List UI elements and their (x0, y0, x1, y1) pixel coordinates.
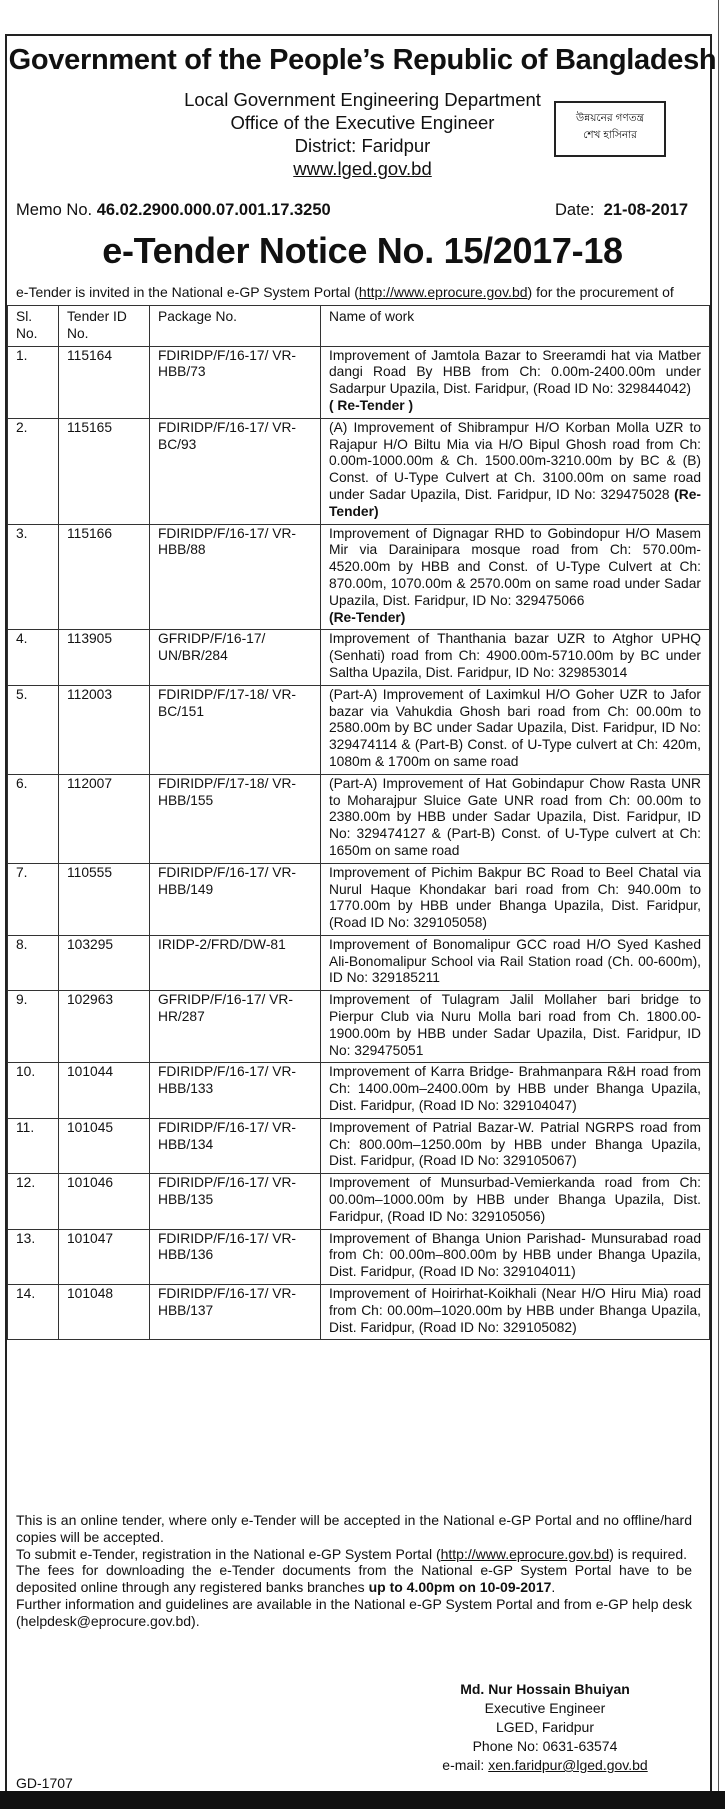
bottom-bar (0, 1791, 725, 1809)
header-work: Name of work (321, 306, 710, 347)
cell-tender-id: 101044 (59, 1063, 150, 1118)
cell-tender-id: 112007 (59, 774, 150, 863)
website-link[interactable]: www.lged.gov.bd (293, 158, 432, 179)
notice-date (555, 201, 688, 220)
table-row (8, 1063, 710, 1118)
memo-value: 46.02.2900.000.07.001.17.3250 (96, 201, 331, 219)
slogan-box (554, 101, 666, 157)
gd-code: GD-1707 (16, 1775, 73, 1791)
cell-tender-id: 115164 (59, 346, 150, 418)
table-row (8, 863, 710, 935)
office-name: Office of the Executive Engineer (230, 112, 495, 133)
cell-tender-id: 115166 (59, 524, 150, 630)
cell-package: FDIRIDP/F/16-17/ VR-HBB/149 (150, 863, 321, 935)
intro-before: e-Tender is invited in the National e-GP System Portal ( (16, 284, 359, 300)
footer-note-fees (16, 1562, 692, 1596)
table-row (8, 1285, 710, 1340)
cell-package: GFRIDP/F/16-17/ VR-HR/287 (150, 991, 321, 1063)
cell-tender-id: 101046 (59, 1174, 150, 1229)
header-package: Package No. (150, 306, 321, 347)
cell-package: FDIRIDP/F/16-17/ VR-HBB/137 (150, 1285, 321, 1340)
table-row (8, 1229, 710, 1284)
table-row (8, 1118, 710, 1173)
footer-p3-after: . (551, 1579, 556, 1596)
email-label: e-mail: (442, 1757, 489, 1773)
table-row (8, 685, 710, 774)
cell-package: FDIRIDP/F/16-17/ VR-BC/93 (150, 418, 321, 524)
slogan-line-1: উন্নয়নের গণতন্ত্র (576, 112, 644, 124)
memo-number (16, 201, 331, 220)
signatory-name: Md. Nur Hossain Bhuiyan (460, 1681, 630, 1697)
work-description: (A) Improvement of Shibrampur H/O Korban Molla UZR to Rajapur H/O Biltu Mia via H/O Bipul Ghosh road from Ch: 0.00m-1000.00m & Ch. 1500.00m-3210.00m by BC & (B) Const. of U-Type Culvert at Ch. 3100.00m on same road under Sadar Upazila, Dist. Faridpur, ID No: 329475028 (329, 419, 701, 502)
footer-p2-before: To submit e-Tender, registration in the National e-GP System Portal ( (16, 1545, 441, 1562)
cell-tender-id: 113905 (59, 630, 150, 685)
table-row (8, 991, 710, 1063)
cell-package: FDIRIDP/F/17-18/ VR-HBB/155 (150, 774, 321, 863)
cell-work (321, 863, 710, 935)
footer-p3-before: The fees for downloading the e-Tender documents from the National e-GP System Portal have to be deposited online through any registered banks branches (16, 1562, 692, 1596)
notice-title: e-Tender Notice No. 15/2017-18 (102, 230, 623, 271)
footer-note-registration (16, 1546, 692, 1563)
work-description: Improvement of Karra Bridge- Brahmanpara R&H road from Ch: 1400.00m–2400.00m by HBB under Bhanga Upazila, Dist. Faridpur, (Road ID No: 329104047) (329, 1064, 701, 1114)
tender-rows (8, 346, 710, 1340)
cell-sl: 1. (8, 346, 59, 418)
table-row (8, 630, 710, 685)
cell-sl: 14. (8, 1285, 59, 1340)
table-row (8, 418, 710, 524)
district-name: District: Faridpur (294, 135, 431, 156)
cell-work (321, 1174, 710, 1229)
cell-work (321, 935, 710, 990)
work-description: Improvement of Dignagar RHD to Gobindopur H/O Masem Mir via Darainipara mosque road from Ch: 570.00m-4520.00m by HBB and Const. of U-Type Culvert at Ch: 870.00m, 1070.00m & 2570.00m on same road under Sadar Upazila, Dist. Faridpur, ID No: 329475066 (329, 525, 701, 608)
table-row (8, 1174, 710, 1229)
cell-tender-id: 101047 (59, 1229, 150, 1284)
cell-tender-id: 110555 (59, 863, 150, 935)
work-description: Improvement of Tulagram Jalil Mollaher bari bridge to Pierpur Club via Nuru Molla bari road from Ch. 1800.00-1900.00m by HBB under Sadar Upazila, Dist. Faridpur, ID No: 329475051 (329, 992, 701, 1058)
work-description: Improvement of Pichim Bakpur BC Road to Beel Chatal via Nurul Haque Khondakar bari road from Ch: 940.00m to 1770.00m by HBB under Bhanga Upazila, Dist. Faridpur, (Road ID No: 329105058) (329, 864, 701, 931)
cell-work (321, 630, 710, 685)
cell-tender-id: 101045 (59, 1118, 150, 1173)
cell-package: FDIRIDP/F/17-18/ VR-BC/151 (150, 685, 321, 774)
table-header-row (8, 306, 710, 347)
retender-note: (Re-Tender) (329, 486, 701, 519)
table-row (8, 346, 710, 418)
cell-tender-id: 112003 (59, 685, 150, 774)
signature-block (400, 1680, 690, 1775)
cell-work (321, 346, 710, 418)
cell-sl: 11. (8, 1118, 59, 1173)
work-description: Improvement of Bonomalipur GCC road H/O Syed Kashed Ali-Bonomalipur School via Rail Station road (Ch. 00-600m), ID No: 329185211 (329, 936, 701, 986)
slogan-line-2: শেখ হাসিনার (583, 129, 637, 141)
cell-package: FDIRIDP/F/16-17/ VR-HBB/136 (150, 1229, 321, 1284)
cell-sl: 6. (8, 774, 59, 863)
department-name: Local Government Engineering Department (184, 89, 541, 110)
cell-sl: 9. (8, 991, 59, 1063)
footer-note-helpdesk: Further information and guidelines are available in the National e-GP System Portal and from e-GP help desk (helpdesk@eprocure.gov.bd). (16, 1595, 692, 1629)
cell-work (321, 1118, 710, 1173)
cell-sl: 13. (8, 1229, 59, 1284)
intro-after: ) for the procurement of (527, 284, 674, 300)
tender-table (7, 305, 710, 1340)
work-description: Improvement of Hoirirhat-Koikhali (Near H/O Hiru Mia) road from Ch: 00.00m–1020.00m by HBB under Bhanga Upazila, Dist. Faridpur, (Road ID No: 329105082) (329, 1286, 701, 1335)
work-description: (Part-A) Improvement of Laximkul H/O Goher UZR to Jafor bazar via Vahukdia Ghosh bari road from Ch: 00.00m to 2580.00m by BC under Sadar Upazila, Dist. Faridpur, ID No: 329474114 & (Part-B) Const. of U-Type culvert at Ch: 420m, 1080m & 1700m on same road (329, 686, 701, 769)
cell-package: FDIRIDP/F/16-17/ VR-HBB/73 (150, 346, 321, 418)
cell-work (321, 1229, 710, 1284)
cell-package: FDIRIDP/F/16-17/ VR-HBB/133 (150, 1063, 321, 1118)
cell-sl: 3. (8, 524, 59, 630)
cell-package: FDIRIDP/F/16-17/ VR-HBB/88 (150, 524, 321, 630)
cell-sl: 7. (8, 863, 59, 935)
work-description: Improvement of Patrial Bazar-W. Patrial NGRPS road from Ch: 800.00m–1250.00m by HBB under Bhanga Upazila, Dist. Faridpur, (Road ID No: 329105067) (329, 1119, 701, 1169)
cell-tender-id: 102963 (59, 991, 150, 1063)
email-link[interactable]: xen.faridpur@lged.gov.bd (488, 1757, 648, 1773)
cell-sl: 2. (8, 418, 59, 524)
footer-p2-after: ) is required. (609, 1545, 688, 1562)
cell-sl: 10. (8, 1063, 59, 1118)
cell-tender-id: 115165 (59, 418, 150, 524)
cell-work (321, 524, 710, 630)
cell-work (321, 418, 710, 524)
signatory-phone: Phone No: 0631-63574 (472, 1738, 618, 1754)
header-sl: Sl. No. (8, 306, 59, 347)
work-description: Improvement of Jamtola Bazar to Sreeramdi hat via Matber dangi Road By HBB from Ch: 0.00m-2400.00m under Sadarpur Upazila, Dist. Faridpur, (Road ID No: 329844042) (329, 347, 701, 397)
government-heading: Government of the People’s Republic of Bangladesh (8, 44, 717, 76)
cell-package: GFRIDP/F/16-17/ UN/BR/284 (150, 630, 321, 685)
retender-note: ( Re-Tender ) (329, 397, 414, 413)
work-description: Improvement of Thanthania bazar UZR to Atghor UPHQ (Senhati) road from Ch: 4900.00m-5710.00m by BC under Saltha Upazila, Dist. Faridpur, ID No: 329853014 (329, 631, 701, 680)
signatory-email (400, 1756, 690, 1775)
table-row (8, 524, 710, 630)
memo-label: Memo No. (16, 201, 93, 219)
cell-work (321, 1063, 710, 1118)
cell-tender-id: 103295 (59, 935, 150, 990)
cell-package: FDIRIDP/F/16-17/ VR-HBB/134 (150, 1118, 321, 1173)
cell-work (321, 991, 710, 1063)
cell-package: FDIRIDP/F/16-17/ VR-HBB/135 (150, 1174, 321, 1229)
cell-work (321, 685, 710, 774)
intro-text (16, 284, 674, 300)
work-description: (Part-A) Improvement of Hat Gobindapur Chow Rasta UNR to Moharajpur Sluice Gate UNR road from Ch: 00.00m to 2380.00m by HBB under Sadar Upazila, Dist. Faridpur, ID No: 329474127 & (Part-B) Const. of U-Type culvert at Ch: 1650m on same road (329, 775, 701, 858)
eprocure-link[interactable]: http://www.eprocure.gov.bd (358, 284, 528, 300)
cell-work (321, 1285, 710, 1340)
cell-work (321, 774, 710, 863)
signatory-office: LGED, Faridpur (495, 1719, 595, 1735)
cell-sl: 12. (8, 1174, 59, 1229)
cell-sl: 4. (8, 630, 59, 685)
date-label: Date: (554, 201, 595, 219)
date-value: 21-08-2017 (603, 201, 688, 219)
header-tender-id: Tender ID No. (59, 306, 150, 347)
cell-sl: 5. (8, 685, 59, 774)
retender-note: (Re-Tender) (329, 609, 406, 625)
cell-package: IRIDP-2/FRD/DW-81 (150, 935, 321, 990)
cell-sl: 8. (8, 935, 59, 990)
signatory-designation: Executive Engineer (484, 1700, 606, 1716)
table-row (8, 935, 710, 990)
footer-note-online: This is an online tender, where only e-Tender will be accepted in the National e-GP Portal and no offline/hard copies will be accepted. (16, 1512, 692, 1545)
footer-deadline: up to 4.00pm on 10-09-2017 (368, 1579, 552, 1596)
work-description: Improvement of Bhanga Union Parishad- Munsurabad road from Ch: 00.00m–800.00m by HBB under Bhanga Upazila, Dist. Faridpur, (Road ID No: 329104011) (329, 1230, 701, 1280)
footer-eprocure-link[interactable]: http://www.eprocure.gov.bd (440, 1545, 610, 1562)
work-description: Improvement of Munsurbad-Vemierkanda road from Ch: 00.00m–1000.00m by HBB under Bhanga Upazila, Dist. Faridpur, (Road ID No: 329105056) (329, 1175, 701, 1224)
cell-tender-id: 101048 (59, 1285, 150, 1340)
footer-notes (16, 1512, 692, 1630)
table-row (8, 774, 710, 863)
